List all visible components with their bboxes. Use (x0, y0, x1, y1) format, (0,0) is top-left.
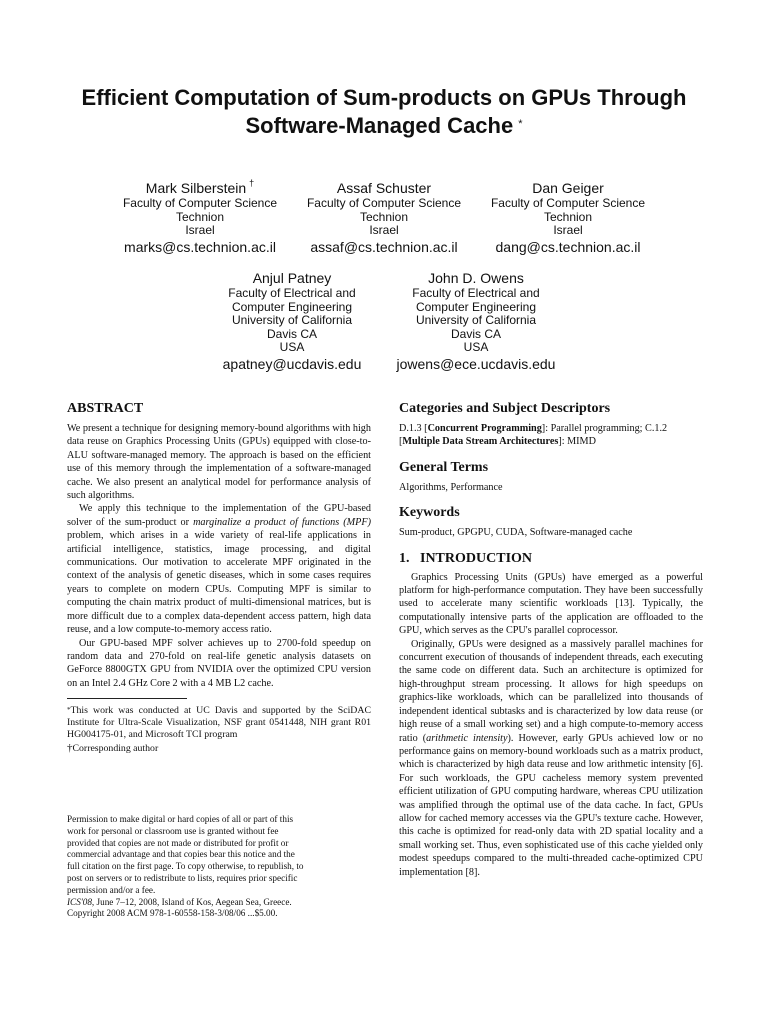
author-affiliation: University of California (415, 313, 537, 327)
footnote-1 (67, 705, 371, 741)
author-affiliation: Israel (369, 223, 399, 237)
author-affiliation: Faculty of Electrical and (228, 286, 356, 300)
author-name: John D. Owens (428, 270, 524, 286)
author-name: Assaf Schuster (336, 180, 432, 196)
footnote-rule (67, 698, 187, 699)
category-name: Multiple Data Stream Architectures (402, 436, 559, 448)
author-block-2 (292, 180, 476, 256)
abstract-paragraph-3: Our GPU-based MPF solver achieves up to 2700-fold speedup on random data and 270-fold on real-life genetic analysis datasets on GeForce 8800GTX GPU from NVIDIA over the optimized CPU version on an Intel 2.4 GHz Core 2 with a 4 MB L2 cache. (67, 637, 371, 689)
author-affiliation: Technion (543, 209, 593, 224)
category-code: ]: MIMD (558, 436, 596, 448)
footnote-text: This work was conducted at UC Davis and supported by the SciDAC Institute for Ultra-Scale Visualization, NSF grant 0541448, NIH grant R01 HG004175-01, and Microsoft TCI program (67, 705, 371, 741)
author-affiliation: Israel (553, 223, 583, 237)
abstract-paragraph-1: We present a technique for designing memory-bound algorithms with high data reuse on Graphics Processing Units (GPUs) equipped with close-to-ALU software-managed memory. The approach is based on the efficient use of this memory through the implementation of a software-managed cache. We also present an analytical model for performance analysis of such algorithms. (67, 423, 371, 502)
introduction-emphasis: arithmetic intensity (426, 732, 508, 744)
keywords-heading: Keywords (399, 505, 460, 521)
left-column (67, 400, 371, 755)
author-block-1 (108, 180, 292, 256)
general-terms-text: Algorithms, Performance (399, 481, 503, 493)
author-email: marks@cs.technion.ac.il (124, 238, 276, 255)
right-column (399, 400, 703, 879)
introduction-text: Originally, GPUs were designed as a massively parallel machines for concurrent execution of thousands of independent threads, each executing the same code on different data. Such an architecture is optimized for high-throughput stream processing. It allows for high speedups on graphics-like workloads, which can be parallelized into thousands of independent identical subtasks and is characterized by low data reuse (or high reuse of a small working set) and a high compute-to-memory access ratio ( (399, 638, 703, 744)
author-name: Mark Silberstein (145, 180, 247, 196)
introduction-paragraph-1: Graphics Processing Units (GPUs) have emerged as a powerful platform for high-performance computation. They have been successfully used to accelerate many scientific workloads [13]. Typically, the computationally intensive parts of the application are offloaded to the GPU, which serves as the CPU's parallel coprocessor. (399, 571, 703, 637)
footnote-2 (67, 743, 371, 755)
author-block-4 (200, 270, 384, 373)
title-footnote-mark: * (518, 118, 523, 130)
author-affiliation: Israel (185, 223, 215, 237)
author-affiliation: University of California (231, 313, 353, 327)
author-affiliation: Technion (175, 209, 225, 224)
author-mark: † (249, 178, 255, 188)
author-affiliation: Computer Engineering (415, 299, 537, 314)
author-email: jowens@ece.ucdavis.edu (396, 355, 556, 372)
author-affiliation: Davis CA (266, 326, 317, 341)
venue-name: ICS'08, (67, 896, 95, 907)
author-affiliation: Computer Engineering (231, 299, 353, 314)
general-terms-heading: General Terms (399, 459, 489, 475)
author-email: assaf@cs.technion.ac.il (310, 238, 458, 255)
footnote-mark: * (67, 706, 71, 715)
abstract-emphasis: marginalize a product of functions (MPF) (193, 516, 372, 528)
author-name: Dan Geiger (532, 180, 604, 196)
author-affiliation: USA (279, 340, 305, 354)
venue-details: June 7–12, 2008, Island of Kos, Aegean Sea, Greece. (94, 896, 292, 907)
permission-text: Permission to make digital or hard copies of all or part of this work for personal or classroom use is granted without fee provided that copies are not made or distributed for profit or commercial advantage and that copies bear this notice and the full citation on the first page. To copy otherwise, to republish, to post on servers or to redistribute to lists, requires prior specific permission and/or a fee. (67, 814, 304, 895)
author-affiliation: Faculty of Computer Science (490, 196, 646, 210)
abstract-heading: ABSTRACT (67, 401, 144, 416)
keywords-text: Sum-product, GPGPU, CUDA, Software-managed cache (399, 527, 633, 539)
author-email: apatney@ucdavis.edu (222, 355, 362, 372)
introduction-heading: 1. INTRODUCTION (399, 550, 533, 566)
abstract-text: problem, which arises in a wide variety of real-life applications in artificial intelligence, statistics, image processing, and digital communications. Our motivation to accelerate MPF originated in the context of the analysis of genetic diseases, which in some cases requires years to complete on modern CPUs. Computing MPF is similar to computing the chain matrix product of multi-dimensional matrices, but is more difficult due to a complex data-dependent access pattern, high data reuse, and a low compute-to-memory access ratio. (67, 530, 371, 636)
author-email: dang@cs.technion.ac.il (495, 238, 641, 255)
author-affiliation: Faculty of Computer Science (122, 196, 278, 210)
author-affiliation: USA (463, 340, 489, 354)
venue-line (67, 897, 307, 909)
copyright-line: Copyright 2008 ACM 978-1-60558-158-3/08/06 ...$5.00. (67, 908, 278, 919)
author-block-5 (384, 270, 568, 373)
paper-title (40, 84, 728, 140)
category-name: Concurrent Programming (427, 423, 542, 434)
permission-notice (67, 814, 307, 920)
introduction-paragraph-2 (399, 638, 703, 879)
author-affiliation: Davis CA (450, 326, 501, 341)
footnote-mark: † (67, 742, 73, 755)
title-line-2: Software-Managed Cache (245, 113, 514, 138)
categories-text (399, 422, 703, 449)
abstract-paragraph-2 (67, 502, 371, 636)
author-affiliation: Faculty of Computer Science (306, 196, 462, 210)
introduction-text: ). However, early GPUs achieved low or no performance gains on memory-bound workloads such as a matrix product, which is characterized by high data reuse and low arithmetic intensity [6]. For such workloads, the GPU cacheless memory system prevented efficient utilization of GPU computing hardware, whereas CPU utilization was amplified through the optimal use of the data cache. In fact, GPUs allow for cached memory accesses via the GPU's texture cache. However, this cache is optimized for read-only data with 2D spatial locality and a small working set. Thus, even sophisticated use of this cache yielded only modest speedups compared to the multi-threaded cache-optimized CPU implementation [8]. (399, 732, 703, 878)
title-line-1: Efficient Computation of Sum-products on GPUs Through (81, 85, 687, 110)
categories-heading: Categories and Subject Descriptors (399, 401, 611, 416)
author-affiliation: Faculty of Electrical and (412, 286, 540, 300)
author-affiliation: Technion (359, 209, 409, 224)
category-code: D.1.3 [ (399, 423, 428, 434)
abstract-text: We apply this technique to the implementation of the GPU-based solver of the sum-product or (67, 503, 371, 528)
footnote-text: Corresponding author (72, 743, 159, 755)
author-block-3 (476, 180, 660, 256)
author-name: Anjul Patney (252, 270, 332, 286)
category-code: ]: Parallel programming; C.1.2 [ (399, 423, 668, 448)
